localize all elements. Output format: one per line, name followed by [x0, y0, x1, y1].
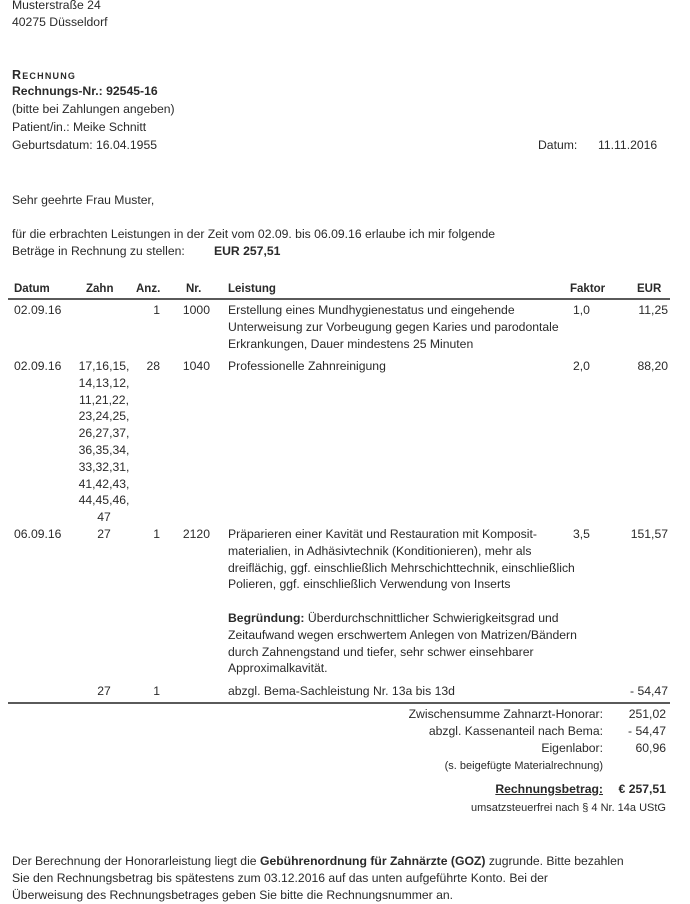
kasse-value: - 54,47 [628, 724, 666, 738]
row-eur: 88,20 [637, 359, 668, 373]
date-value: 11.11.2016 [598, 138, 658, 152]
zahn-line: 23,24,25, [78, 409, 130, 424]
row-leistung: Erstellung eines Mundhygienestatus und eingehende Unterweisung zur Vorbeugung gegen Karies und parodontale Erkrankungen, Dauer mindestens 25 Minuten [228, 303, 559, 351]
birthdate: Geburtsdatum: 16.04.1955 [12, 138, 157, 152]
row-anz: 1 [153, 303, 160, 317]
zahn-line: 41,42,43, [78, 476, 130, 491]
row-zahn: 27 [97, 684, 111, 698]
header-faktor: Faktor [570, 283, 606, 295]
row-leistung: abzgl. Bema-Sachleistung Nr. 13a bis 13d [228, 684, 455, 698]
header-eur: EUR [637, 283, 662, 295]
date-label: Datum: [538, 138, 578, 152]
row-leistung: Präparieren einer Kavität und Restauration mit Komposit-materialien, in Adhäsivtechnik (Konditionieren), mehr als dreiflächig, ggf. einschließlich Mehrschichttechnik, einschließlich Polieren, ggf. einschließlich Verwendung von Inserts [228, 527, 575, 592]
salutation: Sehr geehrte Frau Muster, [12, 193, 155, 207]
payment-note: (bitte bei Zahlungen angeben) [12, 102, 175, 116]
subtotal-label: Zwischensumme Zahnarzt-Honorar: [408, 707, 603, 721]
row-zahn [74, 358, 134, 526]
row-zahn: 27 [97, 527, 111, 541]
intro-line1: für die erbrachten Leistungen in der Zeit vom 02.09. bis 06.09.16 erlaube ich mir folgende [12, 227, 496, 241]
subtotal-value: 251,02 [628, 707, 666, 721]
header-anz: Anz. [136, 283, 161, 295]
zahn-line: 44,45,46, [78, 493, 130, 508]
row-leistung: Professionelle Zahnreinigung [228, 359, 386, 373]
row-datum: 02.09.16 [14, 303, 62, 317]
row-faktor: 2,0 [573, 359, 590, 373]
labor-note: (s. beigefügte Materialrechnung) [444, 760, 603, 772]
zahn-line: 14,13,12, [78, 375, 130, 390]
zahn-line: 11,21,22, [79, 392, 129, 407]
footer-line3: Überweisung des Rechnungsbetrages geben Sie bitte die Rechnungsnummer an. [12, 888, 454, 902]
header-zahn: Zahn [86, 283, 114, 295]
patient-name: Patient/in.: Meike Schnitt [12, 120, 147, 134]
header-leistung: Leistung [228, 283, 276, 295]
invoice-number: Rechnungs-Nr.: 92545-16 [12, 84, 158, 98]
invoice-heading: Rechnung [12, 68, 77, 82]
row-faktor: 3,5 [573, 527, 590, 541]
intro-line2: Beträge in Rechnung zu stellen: [12, 244, 185, 258]
zahn-line: 26,27,37, [78, 426, 130, 441]
sender-city: 40275 Düsseldorf [12, 15, 108, 29]
row-datum: 06.09.16 [14, 527, 62, 541]
intro-amount: EUR 257,51 [214, 244, 281, 258]
total-value: € 257,51 [618, 782, 666, 796]
row-anz: 1 [153, 527, 160, 541]
table-bottom-divider [8, 702, 670, 704]
row-nr: 2120 [182, 527, 210, 541]
footer-line2: Sie den Rechnungsbetrag bis spätestens zum 03.12.2016 auf das unten aufgeführte Konto. Bei der [12, 871, 548, 885]
row-eur: 151,57 [630, 527, 668, 541]
row-begruendung [228, 610, 578, 677]
zahn-line: 33,32,31, [78, 459, 130, 474]
zahn-line: 17,16,15, [78, 359, 130, 373]
labor-label: Eigenlabor: [541, 741, 603, 755]
row-eur: 11,25 [638, 303, 668, 317]
zahn-line: 47 [97, 510, 111, 525]
kasse-label: abzgl. Kassenanteil nach Bema: [428, 724, 603, 738]
row-anz: 28 [146, 359, 160, 373]
footer-text-part1: Der Berechnung der Honorarleistung liegt die [12, 854, 260, 868]
row-anz: 1 [153, 684, 160, 698]
footer-text-part2: zugrunde. Bitte bezahlen [485, 854, 624, 868]
tax-note: umsatzsteuerfrei nach § 4 Nr. 14a UStG [470, 802, 666, 814]
header-nr: Nr. [186, 283, 202, 295]
header-divider [8, 298, 670, 300]
labor-value: 60,96 [635, 741, 666, 755]
footer-line1 [12, 853, 624, 870]
total-label: Rechnungsbetrag: [495, 782, 603, 796]
row-faktor: 1,0 [573, 303, 590, 317]
begruendung-text: Überdurchschnittlicher Schwierigkeitsgrad und Zeitaufwand wegen erschwertem Anlegen von Matrizen/Bändern durch Zahnengstand und tiefer, sehr schwer einsehbarer Approximalkavität. [228, 611, 577, 676]
row-nr: 1000 [182, 303, 210, 317]
zahn-line: 36,35,34, [78, 442, 130, 457]
row-eur: - 54,47 [630, 684, 668, 698]
row-nr: 1040 [182, 359, 210, 373]
sender-street: Musterstraße 24 [12, 0, 101, 12]
header-datum: Datum [14, 283, 50, 295]
footer-text-bold: Gebührenordnung für Zahnärzte (GOZ) [259, 854, 486, 868]
row-datum: 02.09.16 [14, 359, 62, 373]
begruendung-label: Begründung: [228, 611, 305, 625]
